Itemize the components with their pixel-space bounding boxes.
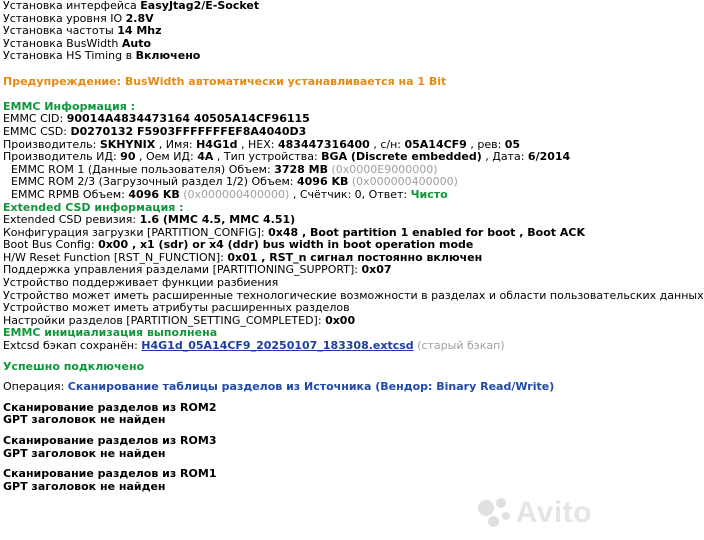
log-line-bus-config: Boot Bus Config: 0x00 , x1 (sdr) or x4 (ddr) bus width in boot operation mode: [3, 238, 474, 252]
log-line-manufacturer-id: Производитель ИД: 90 , Оем ИД: 4A , Тип устройства: BGA (Discrete embedded) , Дата: 6/2014: [3, 150, 571, 164]
log-line-frequency: Установка частоты 14 Mhz: [3, 24, 162, 38]
avito-dots-icon: [478, 498, 512, 528]
emmc-init-done: EMMC инициализация выполнена: [3, 326, 218, 340]
extcsd-backup-link[interactable]: H4G1d_05A14CF9_20250107_183308.extcsd: [141, 339, 414, 353]
watermark: [478, 496, 592, 530]
log-line-manufacturer: Производитель: SKHYNIX , Имя: H4G1d , HEX: 483447316400 , с/н: 05A14CF9 , рев: 05: [3, 137, 521, 151]
log-line-hs-timing: Установка HS Timing в Включено: [3, 49, 201, 63]
connected-status: Успешно подключено: [3, 359, 145, 373]
log-line-boot-config: Конфигурация загрузки [PARTITION_CONFIG]: 0x48 , Boot partition 1 enabled for boot , Boot ACK: [3, 225, 585, 239]
scan-rom3: Сканирование разделов из ROM3: [3, 434, 217, 447]
log-line-partition-setting: Настройки разделов [PARTITION_SETTING_COMPLETED]: 0x00: [3, 313, 356, 327]
log-line-operation: Операция: Сканирование таблицы разделов из Источника (Вендор: Binary Read/Write): [3, 380, 555, 394]
gpt-rom3: GPT заголовок не найден: [3, 446, 166, 460]
gpt-rom1: GPT заголовок не найден: [3, 479, 166, 493]
log-line-csd: EMMC CSD: D0270132 F5903FFFFFFFEF8A4040D3: [3, 124, 307, 138]
scan-rom2: Сканирование разделов из ROM2: [3, 400, 217, 414]
log-line-rom23: EMMC ROM 2/3 (Загрузочный раздел 1/2) Объем: 4096 KB (0x000000400000): [11, 175, 458, 189]
emmc-info-header: EMMC Информация :: [3, 99, 136, 113]
log-line-support-1: Устройство поддерживает функции разбиения: [3, 276, 279, 290]
log-line-partition-support: Поддержка управления разделами [PARTITIONING_SUPPORT]: 0x07: [3, 263, 392, 277]
watermark-text: Avito: [515, 496, 592, 529]
log-line-buswidth: Установка BusWidth Auto: [3, 36, 152, 50]
log-line-cid: EMMC CID: 90014A4834473164 40505A14CF96115: [3, 112, 310, 126]
log-line-ext-revision: Extended CSD ревизия: 1.6 (MMC 4.5, MMC 4.51): [3, 213, 296, 227]
log-line-rpmb: EMMC RPMB Объем: 4096 KB (0x000000400000) , Счётчик: 0, Ответ: Чисто: [11, 187, 448, 201]
log-line-io-level: Установка уровня IO 2.8V: [3, 11, 154, 25]
warning-message: Предупреждение: BusWidth автоматически устанавливается на 1 Bit: [3, 74, 447, 88]
log-line-rom1: EMMC ROM 1 (Данные пользователя) Объем: 3728 MB (0x0000E9000000): [11, 162, 438, 176]
log-line-support-2: Устройство может иметь расширенные технологические возможности в разделах и области пользовательских данных: [3, 288, 704, 302]
log-line-hw-reset: H/W Reset Function [RST_N_FUNCTION]: 0x01 , RST_n сигнал постоянно включен: [3, 250, 483, 264]
gpt-rom2: GPT заголовок не найден: [3, 413, 166, 427]
log-line-interface: Установка интерфейса EasyJtag2/E-Socket: [3, 0, 260, 12]
log-line-support-3: Устройство может иметь атрибуты расширенных разделов: [3, 301, 350, 315]
scan-rom1: Сканирование разделов из ROM1: [3, 467, 217, 481]
extended-csd-header: Extended CSD информация :: [3, 200, 184, 214]
log-line-extcsd-backup: Extcsd бэкап сохранён: H4G1d_05A14CF9_20250107_183308.extcsd (старый бэкап): [3, 339, 505, 353]
log-output: [3, 0, 704, 493]
